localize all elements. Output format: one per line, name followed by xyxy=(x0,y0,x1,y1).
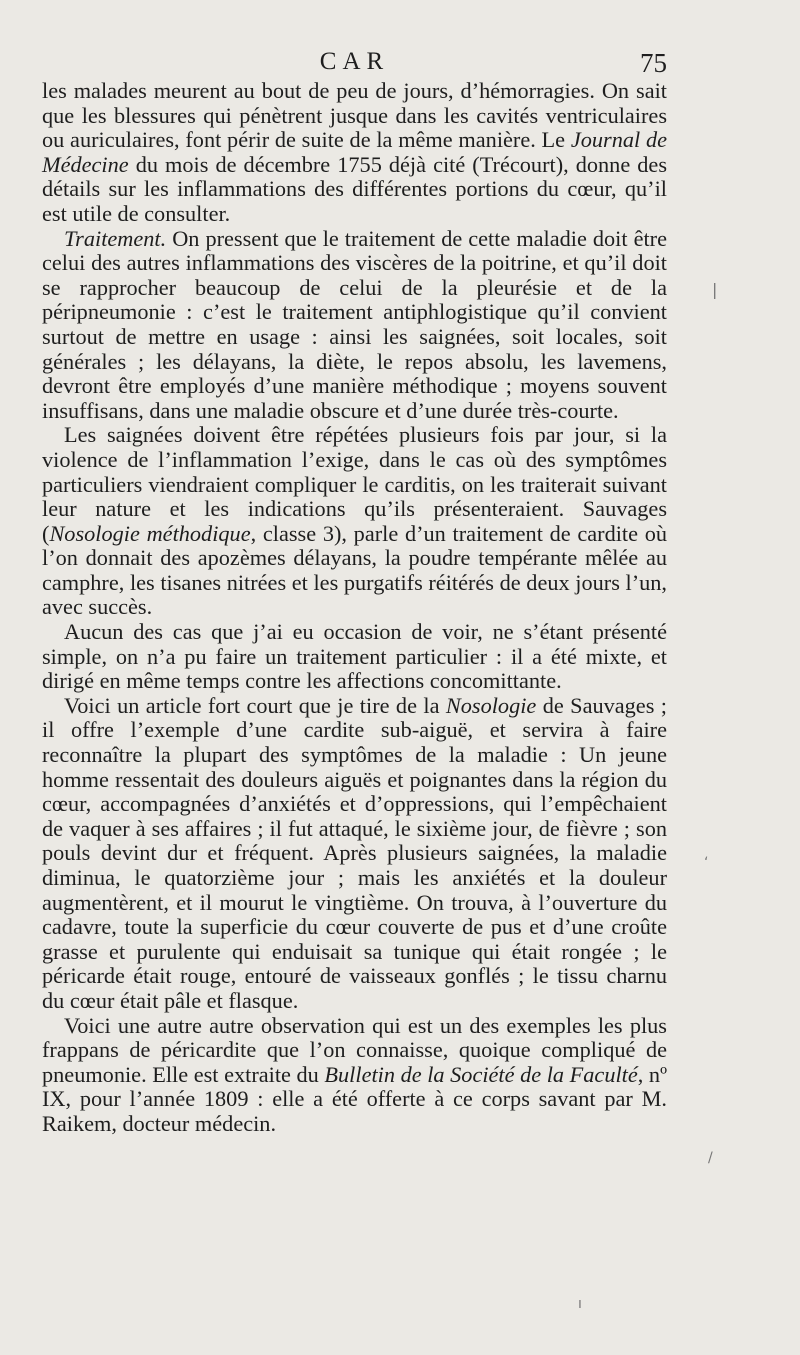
body-text xyxy=(42,79,667,1137)
page-header xyxy=(42,48,667,82)
text-run: du mois de décembre 1755 déjà cité (Trécourt), donne des détails sur les inflammations des différentes portions du cœur, qu’il est utile de consulter. xyxy=(42,151,667,226)
paragraph-observation-sauvages xyxy=(42,694,667,1014)
paragraph-traitement xyxy=(42,227,667,424)
book-title-nosologie: Nosologie xyxy=(445,692,537,718)
text-run: , classe 3), parle d’un traitement de cardite où l’on donnait des apozèmes délayans, la poudre tempérante mêlée au camphre, les tisanes nitrées et les purgatifs réitérés de deux jours l’un, avec succès. xyxy=(42,520,668,620)
text-run: Voici un article fort court que je tire de la xyxy=(64,692,446,718)
margin-speck: / xyxy=(708,1150,713,1166)
text-run: Aucun des cas que j’ai eu occasion de voir, ne s’étant présenté simple, on n’a pu faire un traitement particulier : il a été mixte, et dirigé en même temps contre les affections concomittante. xyxy=(42,619,667,694)
text-run: de Sauvages ; il offre l’exemple d’une cardite sub-aiguë, et servira à faire reconnaître la plupart des symptômes de la maladie : Un jeune homme ressentait des douleurs aiguës et poignantes dans la région du cœur, accompagnées d’anxiétés et d’oppressions, qui l’empêchaient de vaquer à ses affaires ; il fut attaqué, le sixième jour, de fièvre ; son pouls devint dur et fréquent. Après plusieurs saignées, la maladie diminua, le quatorzième jour ; mais les anxiétés et la douleur augmentèrent, et il mourut le vingtième. On trouva, à l’ouverture du cadavre, toute la superficie du cœur couverte de pus et d’une croûte grasse et purulente qui enduisait sa tunique qui était rongée ; le péricarde était rouge, entouré de vaisseaux gonflés ; le tissu charnu du cœur était pâle et flasque. xyxy=(42,692,667,1013)
text-run: Les saignées doivent être répétées plusieurs fois par jour, si la violence de l’inflammation l’exige, dans le cas où des symptômes particuliers viendraient compliquer le carditis, on les traiterait suivant leur nature et les indications qu’ils présenteraient. Sauvages ( xyxy=(42,422,667,546)
margin-speck: ‘ xyxy=(704,855,709,871)
text-run: les malades meurent au bout de peu de jours, d’hémorragies. On sait que les blessures qui pénètrent jusque dans les cavités ventriculaires ou auriculaires, font périr de suite de la même manière. Le xyxy=(42,78,667,153)
journal-title: Journal de Médecine xyxy=(42,127,667,177)
text-run: , nº IX, pour l’année 1809 : elle a été offerte à ce corps savant par M. Raikem, docteur médecin. xyxy=(42,1061,667,1136)
section-lead-traitement: Traitement. xyxy=(64,225,167,251)
bulletin-title: Bulletin de la Société de la Faculté xyxy=(324,1061,638,1087)
running-head: CAR xyxy=(319,48,390,75)
margin-speck: | xyxy=(712,280,718,299)
text-run: Voici une autre autre observation qui est un des exemples les plus frappans de péricardite que l’on connaisse, quoique compliqué de pneumonie. Elle est extraite du xyxy=(42,1012,667,1087)
book-title-nosologie-methodique: Nosologie méthodique xyxy=(49,520,251,546)
paragraph-saignees xyxy=(42,423,667,620)
paragraph-aucun-cas xyxy=(42,620,667,694)
page-number: 75 xyxy=(640,48,667,78)
paragraph-intro-hemorrhage xyxy=(42,79,667,227)
text-run: On pressent que le traitement de cette maladie doit être celui des autres inflammations des viscères de la poitrine, et qu’il doit se rapprocher beaucoup de celui de la pleurésie et de la péripneumonie : c’est le traitement antiphlogistique qu’il convient surtout de mettre en usage : ainsi les saignées, soit locales, soit générales ; les délayans, la diète, le repos absolu, les lavemens, devront être employés d’une manière méthodique ; moyens souvent insuffisans, dans une maladie obscure et d’une durée très-courte. xyxy=(42,225,667,423)
paragraph-observation-raikem xyxy=(42,1014,667,1137)
margin-speck: ı xyxy=(578,1296,582,1312)
